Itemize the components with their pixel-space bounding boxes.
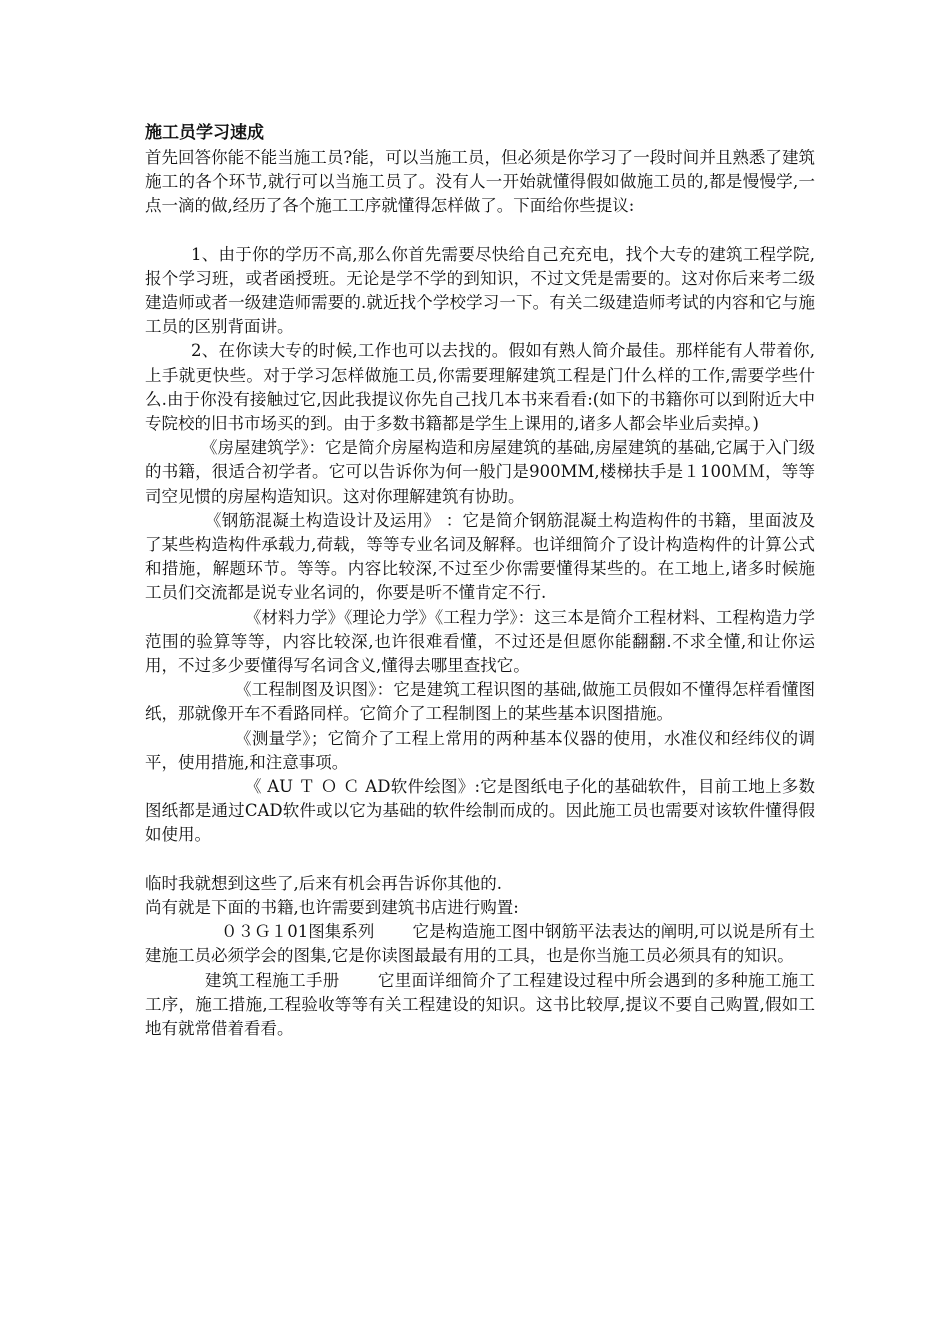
spacer [145,219,815,243]
closing-line-1: 临时我就想到这些了,后来有机会再告诉你其他的. [145,873,502,893]
document-title: 施工员学习速成 [145,123,264,143]
suggestion-1: 1、由于你的学历不高,那么你首先需要尽快给自己充充电，找个大专的建筑工程学院,报个学习班，或者函授班。无论是学不学的到知识，不过文凭是需要的。这对你后来考二级建造师或者一级建造师需要的.就近找个学校学习一下。有关二级建造师考试的内容和它与施工员的区别背面讲。 [145,244,815,337]
suggestion-2: 2、在你读大专的时候,工作也可以去找的。假如有熟人简介最佳。那样能有人带着你,上手就更快些。对于学习怎样做施工员,你需要理解建筑工程是门什么样的工作,需要学些什么.由于你没有接触过它,因此我提议你先自己找几本书来看看:(如下的书籍你可以到附近大中专院校的旧书市场买的到。由于多数书籍都是学生上课用的,诸多人都会毕业后卖掉。) [145,341,815,434]
recommended-item-1 [145,920,815,968]
book-engineering-drawing: 《工程制图及识图》：它是建筑工程识图的基础,做施工员假如不懂得怎样看懂图纸，那就像开车不看路同样。它简介了工程制图上的某些基本识图措施。 [145,680,815,724]
closing-line-2: 尚有就是下面的书籍,也许需要到建筑书店进行购置: [145,897,519,917]
item-2-description: 它里面详细简介了工程建设过程中所会遇到的多种施工施工工序，施工措施,工程验收等等有关工程建设的知识。这书比较厚,提议不要自己购置,假如工地有就常借着看看。 [145,970,816,1038]
recommended-item-2 [145,969,815,1042]
item-1-description: 它是构造施工图中钢筋平法表达的阐明,可以说是所有土建施工员必须学会的图集,它是你读图最最有用的工具，也是你当施工员必须具有的知识。 [145,922,816,966]
intro-paragraph: 首先回答你能不能当施工员?能，可以当施工员，但必须是你学习了一段时间并且熟悉了建筑施工的各个环节,就行可以当施工员了。没有人一开始就懂得假如做施工员的,都是慢慢学,一点一滴的做,经历了各个施工工序就懂得怎样做了。下面给你些提议: [145,148,815,216]
book-mechanics: 《材料力学》《理论力学》《工程力学》：这三本是简介工程材料、工程构造力学范围的验算等等，内容比较深,也许很难看懂，不过还是但愿你能翻翻.不求全懂,和让你运用，不过多少要懂得写名词含义,懂得去哪里查找它。 [145,607,815,676]
book-reinforced-concrete: 《钢筋混凝土构造设计及运用》 ：它是简介钢筋混凝土构造构件的书籍，里面波及了某些构造构件承载力,荷载，等等专业名词及解释。也详细简介了设计构造构件的计算公式和措施，解题环节。等等。内容比较深,不过至少你需要懂得某些的。在工地上,诸多时候施工员们交流都是说专业名词的，你要是听不懂肯定不行. [145,510,815,603]
item-2-name: 建筑工程施工手册 [205,970,340,990]
document-page [145,120,815,1041]
book-house-architecture: 《房屋建筑学》：它是简介房屋构造和房屋建筑的基础,房屋建筑的基础,它属于入门级的书籍，很适合初学者。它可以告诉你为何一般门是900MM,楼梯扶手是１100ＭＭ，等等司空见惯的房屋构造知识。这对你理解建筑有协助。 [145,438,815,506]
spacer [145,848,815,872]
book-surveying: 《测量学》；它简介了工程上常用的两种基本仪器的使用，水准仪和经纬仪的调平，使用措施,和注意事项。 [145,728,815,772]
book-autocad: 《 AU Ｔ Ｏ Ｃ AD软件绘图》:它是图纸电子化的基础软件，目前工地上多数图纸都是通过CAD软件或以它为基础的软件绘制而成的。因此施工员也需要对该软件懂得假如使用。 [145,777,815,845]
item-1-name: ０３Ｇ１01图集系列 [221,922,375,942]
